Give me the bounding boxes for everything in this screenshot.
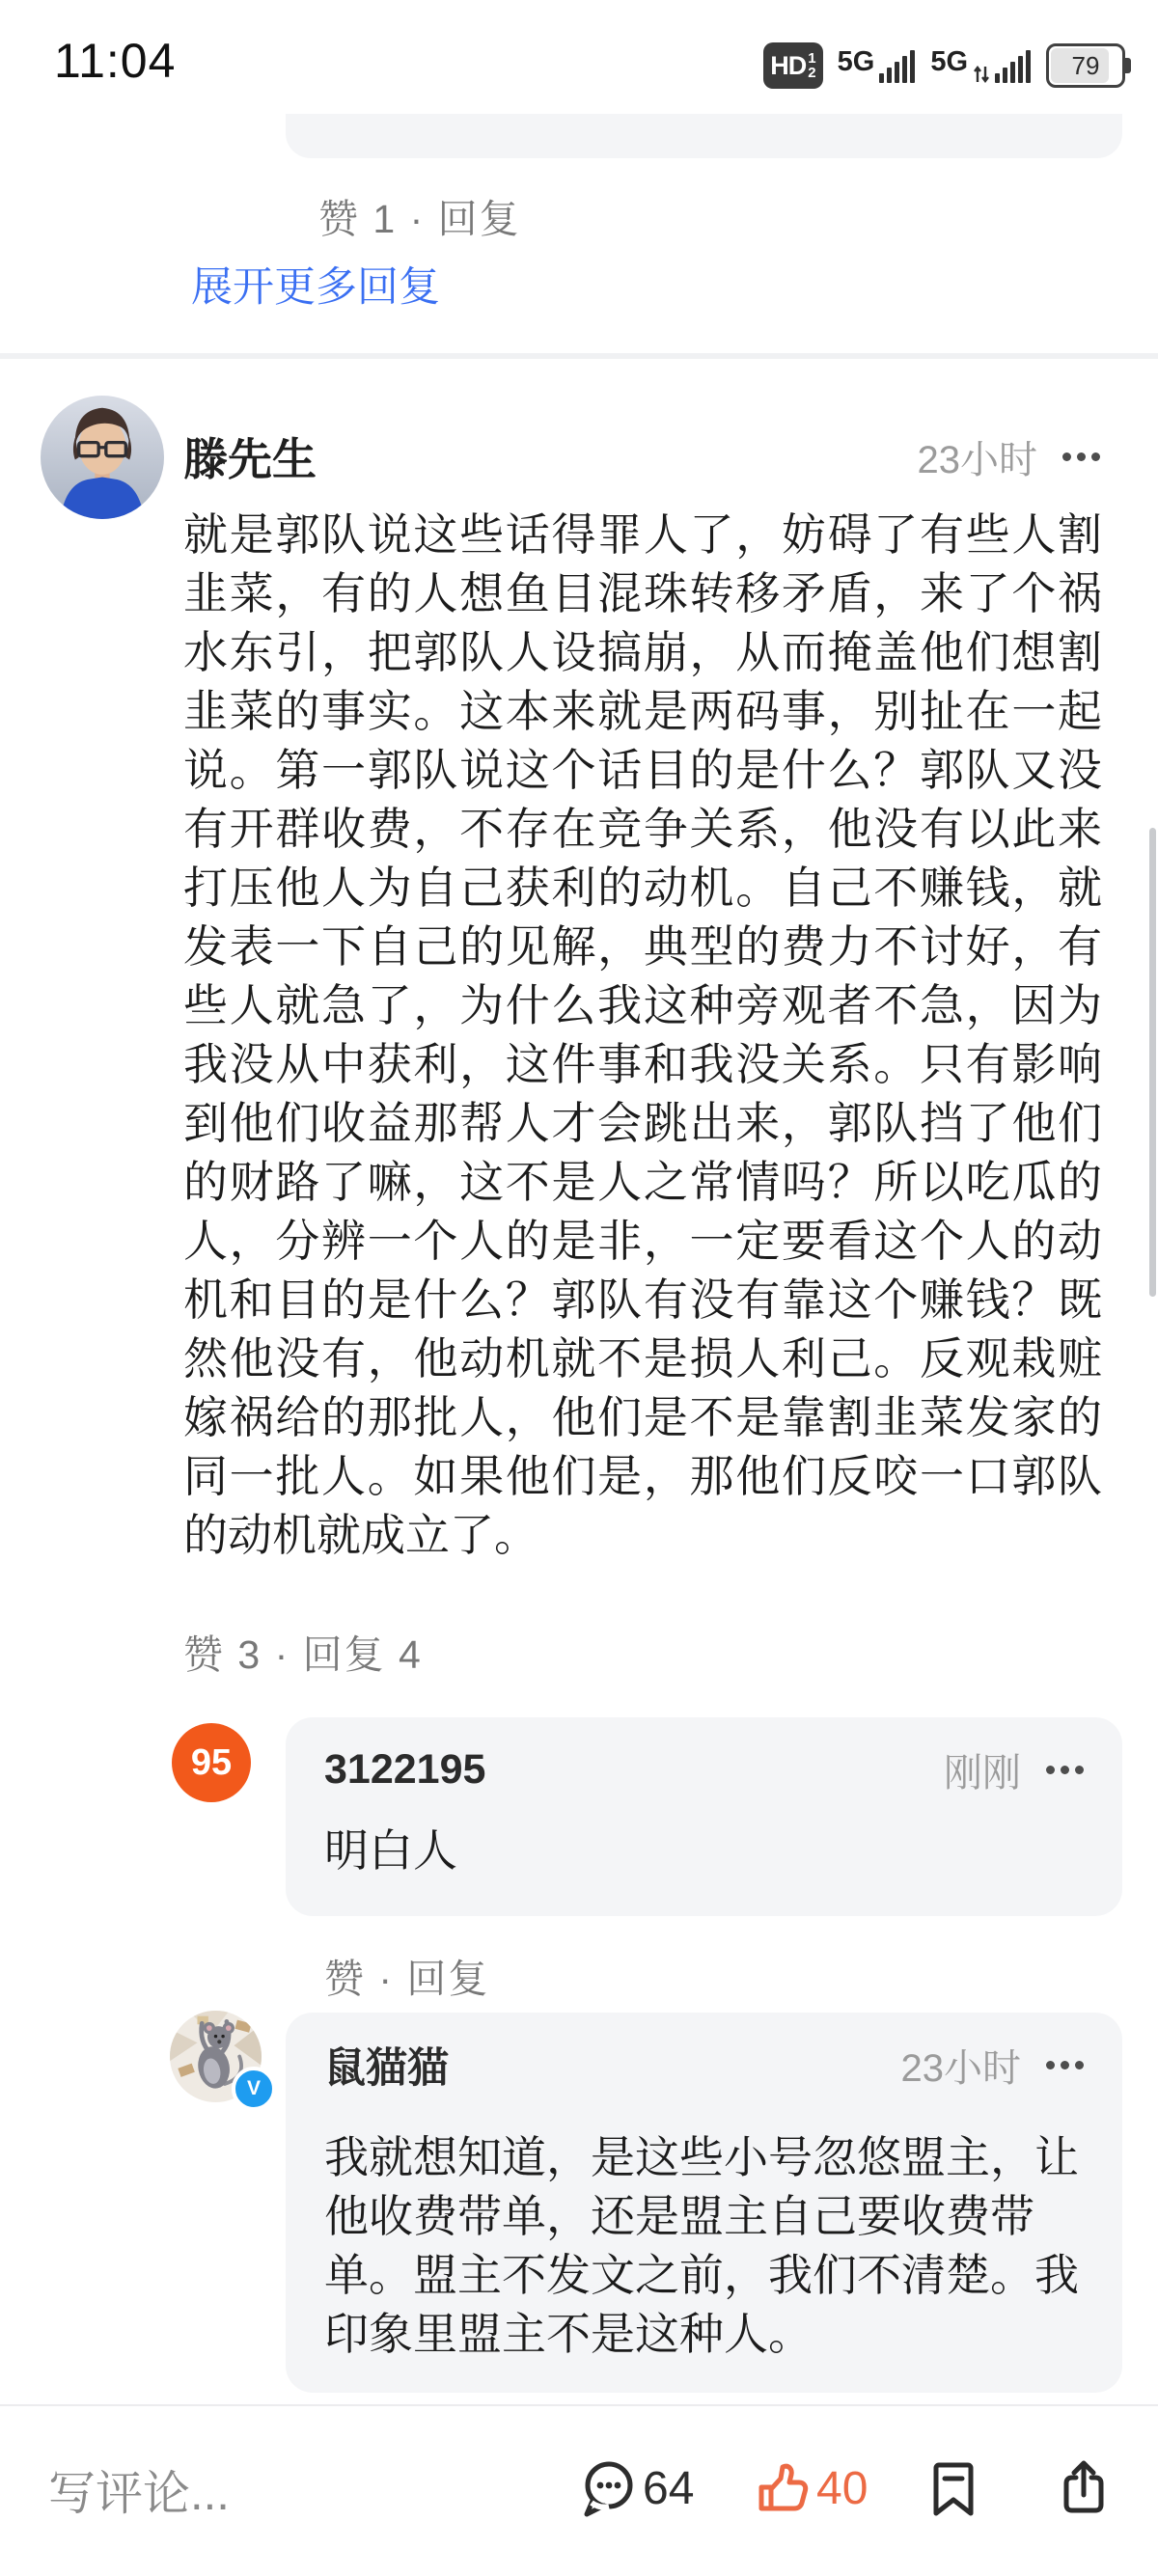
reply-author[interactable]: 鼠猫猫 [324,2044,449,2092]
comment-body: 就是郭队说这些话得罪人了，妨碍了有些人割韭菜，有的人想鱼目混珠转移矛盾，来了个祸水东引，把郭队人设搞崩，从而掩盖他们想割韭菜的事实。这本来就是两码事，别扯在一起说。第一郭队说这个话目的是什么？郭队又没有开群收费，不存在竞争关系，他没有以此来打压他人为自己获利的动机。自己不赚钱，就发表一下自己的见解，典型的费力不讨好，有些人就急了，为什么我这种旁观者不急，因为我没从中获利，这件事和我没关系。只有影响到他们收益那帮人才会跳出来，郭队挡了他们的财路了嘛，这不是人之常情吗？所以吃瓜的人，分辨一个人的是非，一定要看这个人的动机和目的是什么？郭队有没有靠这个赚钱？既然他没有，他动机就不是损人利己。反观栽赃嫁祸给的那批人，他们是不是靠割韭菜发家的同一批人。如果他们是，那他们反咬一口郭队的动机就成立了。 [183,509,1102,1560]
like-button[interactable] [753,2456,811,2516]
reply-header [324,2040,1084,2090]
thumbs-up-icon [753,2456,811,2516]
signal-sim2: 5G [930,47,1032,84]
scrollbar[interactable] [1149,828,1156,1297]
avatar[interactable] [41,396,164,519]
status-icons [763,39,1125,93]
reply-header [324,1744,1084,1795]
user-portrait-image [41,396,164,519]
verified-badge: V [232,2067,276,2111]
comments-button[interactable] [579,2458,637,2518]
reply-bubble [286,1717,1122,1916]
battery-icon: 79 [1046,43,1125,88]
reply-author[interactable]: 3122195 [324,1745,486,1793]
like-count: 40 [816,2463,868,2514]
signal-sim1: 5G [838,47,917,84]
signal-bars-icon [879,47,916,84]
like-reply-row[interactable]: 赞 1 · 回复 [318,197,521,241]
comment-author[interactable]: 滕先生 [183,434,317,484]
comment-timestamp: 23小时 [917,438,1037,481]
reply-body: 我就想知道，是这些小号忽悠盟主，让他收费带单，还是盟主自己要收费带单。盟主不发文之前，我们不清楚。我印象里盟主不是这种人。 [324,2132,1079,2359]
section-divider [0,353,1158,359]
like-reply-row[interactable]: 赞 · 回复 [324,1957,490,2001]
comment-bubble-icon [579,2458,637,2518]
comment-count: 64 [643,2463,695,2514]
data-arrows-icon [973,63,990,84]
like-reply-row[interactable]: 赞 3 · 回复 4 [183,1632,423,1677]
bookmark-button[interactable] [930,2460,977,2518]
reply-body: 明白人 [324,1825,457,1876]
share-icon [1060,2456,1108,2516]
previous-reply-bubble-tail [286,114,1122,158]
comment-input[interactable]: 写评论... [48,2468,230,2520]
more-options-icon[interactable] [1062,445,1100,469]
share-button[interactable] [1060,2456,1108,2516]
comment-header [183,428,1100,484]
reply-timestamp: 23小时 [900,2046,1021,2090]
status-time: 11:04 [54,34,177,88]
avatar[interactable]: 95 [172,1723,251,1802]
more-options-icon[interactable] [1046,1758,1084,1782]
bookmark-icon [930,2460,977,2518]
more-options-icon[interactable] [1046,2053,1084,2077]
signal-bars-icon [995,47,1032,84]
reply-timestamp: 刚刚 [944,1751,1021,1795]
expand-more-replies-link[interactable]: 展开更多回复 [191,264,440,311]
hd-volte-icon: HD 1 2 [763,42,822,89]
reply-bubble [286,2013,1122,2393]
